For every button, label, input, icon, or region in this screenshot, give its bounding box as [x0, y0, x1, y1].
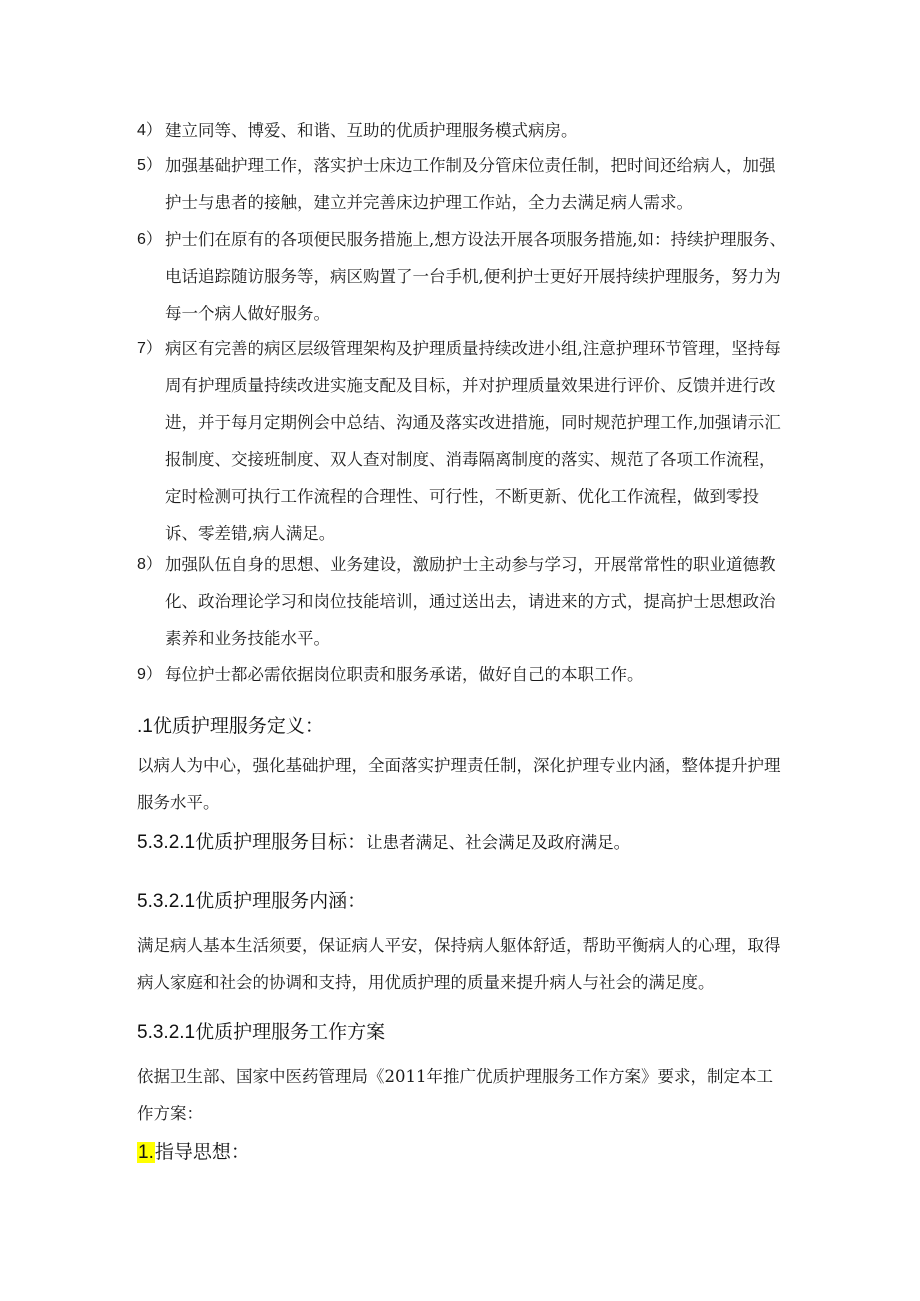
- list-text: 每位护士都必需依据岗位职责和服务承诺，做好自己的本职工作。: [165, 665, 644, 684]
- list-text: 加强基础护理工作，落实护士床边工作制及分管床位责任制，把时间还给病人，加强护士与患者的接触，建立并完善床边护理工作站，全力去满足病人需求。: [165, 156, 776, 212]
- list-item-8: [137, 546, 787, 657]
- list-item-4: [137, 112, 787, 149]
- paragraph-connotation: 满足病人基本生活须要，保证病人平安，保持病人躯体舒适，帮助平衡病人的心理，取得病人家庭和社会的协调和支持，用优质护理的质量来提升病人与社会的满足度。: [137, 936, 781, 992]
- list-number: 7）: [137, 340, 162, 357]
- list-item-9: [137, 656, 787, 693]
- heading-goal: [137, 828, 630, 858]
- list-item-5: [137, 147, 787, 221]
- paragraph-plan: 依据卫生部、国家中医药管理局《2011年推广优质护理服务工作方案》要求，制定本工作方案：: [137, 1067, 773, 1123]
- list-text: 病区有完善的病区层级管理架构及护理质量持续改进小组,注意护理环节管理，坚持每周有护理质量持续改进实施支配及目标，并对护理质量效果进行评价、反馈并进行改进，并于每月定期例会中总结、沟通及落实改进措施，同时规范护理工作,加强请示汇报制度、交接班制度、双人查对制度、消毒隔离制度的落实、规范了各项工作流程，定时检测可执行工作流程的合理性、可行性，不断更新、优化工作流程，做到零投诉、零差错,病人满足。: [165, 339, 781, 543]
- heading-guiding: [137, 1138, 250, 1168]
- list-number: 9）: [137, 666, 162, 683]
- paragraph-definition: 以病人为中心，强化基础护理，全面落实护理责任制，深化护理专业内涵，整体提升护理服务水平。: [137, 756, 781, 812]
- heading-connotation: 5.3.2.1优质护理服务内涵：: [137, 891, 367, 912]
- list-text: 加强队伍自身的思想、业务建设，激励护士主动参与学习，开展常常性的职业道德教化、政治理论学习和岗位技能培训，通过送出去，请进来的方式，提高护士思想政治素养和业务技能水平。: [165, 555, 776, 648]
- heading-goal-body: 让患者满足、社会满足及政府满足。: [366, 833, 631, 852]
- list-item-6: [137, 221, 787, 332]
- heading-plan: 5.3.2.1优质护理服务工作方案: [137, 1022, 386, 1043]
- heading-goal-title: 5.3.2.1优质护理服务目标：: [137, 832, 367, 853]
- list-item-7: [137, 330, 787, 552]
- list-text: 建立同等、博爱、和谐、互助的优质护理服务模式病房。: [165, 121, 578, 140]
- heading-definition: .1优质护理服务定义：: [137, 716, 324, 737]
- list-number: 5）: [137, 157, 162, 174]
- heading-guiding-label: 指导思想：: [154, 1142, 250, 1163]
- list-number: 6）: [137, 231, 162, 248]
- list-number: 4）: [137, 122, 162, 139]
- list-text: 护士们在原有的各项便民服务措施上,想方设法开展各项服务措施,如：持续护理服务、电话追踪随访服务等，病区购置了一台手机,便利护士更好开展持续护理服务，努力为每一个病人做好服务。: [165, 230, 786, 323]
- highlighted-number: 1.: [138, 1142, 154, 1163]
- list-number: 8）: [137, 556, 162, 573]
